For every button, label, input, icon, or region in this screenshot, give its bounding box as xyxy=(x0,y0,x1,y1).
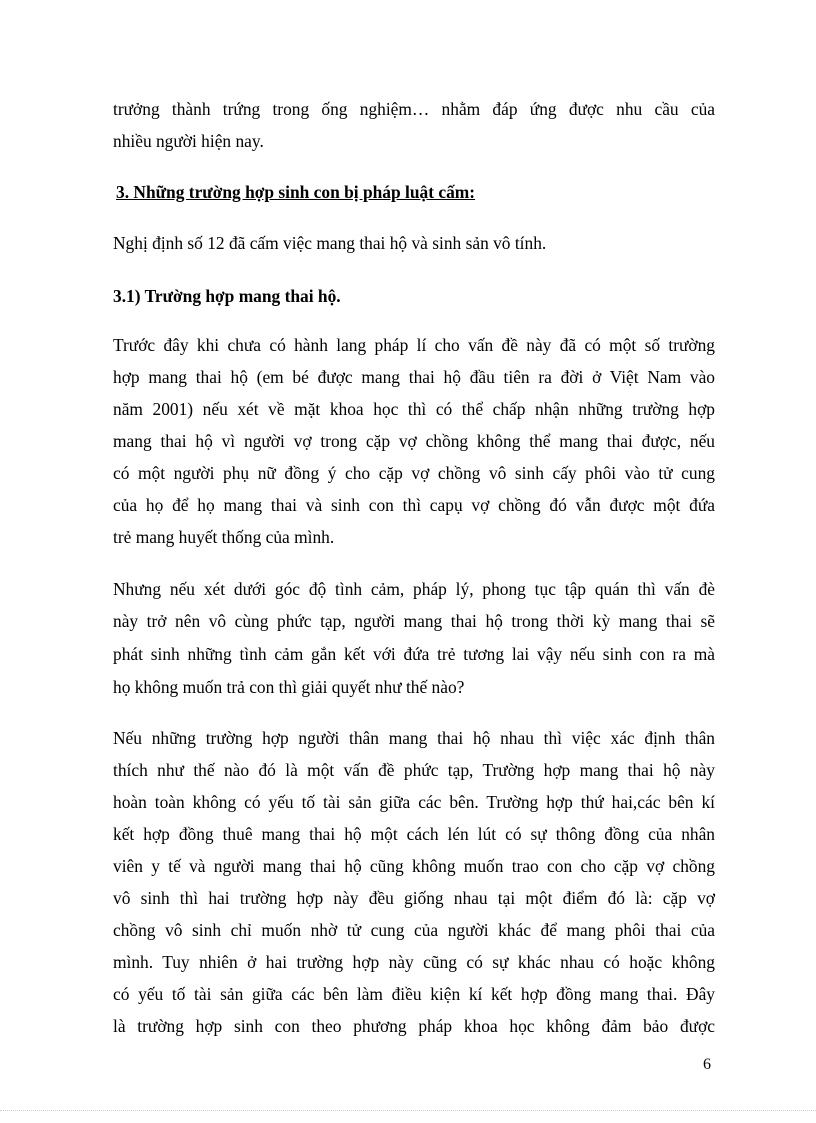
paragraph-line: có yếu tố tài sản giữa các bên làm điều kiện kí kết hợp đồng mang thai. Đây xyxy=(113,984,715,1004)
page-bottom-border xyxy=(0,1110,816,1111)
paragraph-line: phát sinh những tình cảm gắn kết với đứa trẻ tương lai vậy nếu sinh con ra mà xyxy=(113,644,715,664)
paragraph-line: trưởng thành trứng trong ống nghiệm… nhằm đáp ứng được nhu cầu của xyxy=(113,99,715,119)
paragraph-line: hợp mang thai hộ (em bé được mang thai hộ đầu tiên ra đời ở Việt Nam vào xyxy=(113,367,715,387)
paragraph-line: là trường hợp sinh con theo phương pháp khoa học không đảm bảo được xyxy=(113,1016,715,1036)
paragraph-line: vô sinh thì hai trường hợp này đều giống nhau tại một điểm đó là: cặp vợ xyxy=(113,888,715,908)
page-number: 6 xyxy=(703,1056,711,1073)
paragraph-line: mình. Tuy nhiên ở hai trường hợp này cũng có sự khác nhau có hoặc không xyxy=(113,952,715,972)
paragraph-line: viên y tế và người mang thai hộ cũng không muốn trao con cho cặp vợ chồng xyxy=(113,856,715,876)
paragraph-line: mang thai hộ vì người vợ trong cặp vợ chồng không thể mang thai được, nếu xyxy=(113,431,715,451)
paragraph-line: Trước đây khi chưa có hành lang pháp lí cho vấn đề này đã có một số trường xyxy=(113,335,715,355)
paragraph-line: họ không muốn trả con thì giải quyết như thế nào? xyxy=(113,677,465,697)
paragraph-line: có một người phụ nữ đồng ý cho cặp vợ chồng vô sinh cấy phôi vào tử cung xyxy=(113,463,715,483)
paragraph-line: Nhưng nếu xét dưới góc độ tình cảm, pháp lý, phong tục tập quán thì vấn đè xyxy=(113,579,715,599)
paragraph-line: kết hợp đồng thuê mang thai hộ một cách lén lút có sự thông đồng của nhân xyxy=(113,824,715,844)
paragraph-line: này trở nên vô cùng phức tạp, người mang thai hộ trong thời kỳ mang thai sẽ xyxy=(113,611,715,631)
subsection-heading: 3.1) Trường hợp mang thai hộ. xyxy=(113,286,341,306)
paragraph-line: nhiều người hiện nay. xyxy=(113,131,264,151)
section-heading: 3. Những trường hợp sinh con bị pháp luật cấm: xyxy=(116,182,476,202)
paragraph-line: Nghị định số 12 đã cấm việc mang thai hộ và sinh sản vô tính. xyxy=(113,233,547,253)
paragraph-line: Nếu những trường hợp người thân mang thai hộ nhau thì việc xác định thân xyxy=(113,728,715,748)
paragraph-line: trẻ mang huyết thống của mình. xyxy=(113,527,335,547)
paragraph-line: chồng vô sinh chỉ muốn nhờ tử cung của người khác để mang phôi thai của xyxy=(113,920,715,940)
paragraph-line: thích như thế nào đó là một vấn đề phức tạp, Trường hợp mang thai hộ này xyxy=(113,760,715,780)
paragraph-line: của họ để họ mang thai và sinh con thì capụ vợ chồng đó vẫn được một đứa xyxy=(113,495,715,515)
paragraph-line: hoàn toàn không có yếu tố tài sản giữa các bên. Trường hợp thứ hai,các bên kí xyxy=(113,792,715,812)
paragraph-line: năm 2001) nếu xét về mặt khoa học thì có thể chấp nhận những trường hợp xyxy=(113,399,715,419)
